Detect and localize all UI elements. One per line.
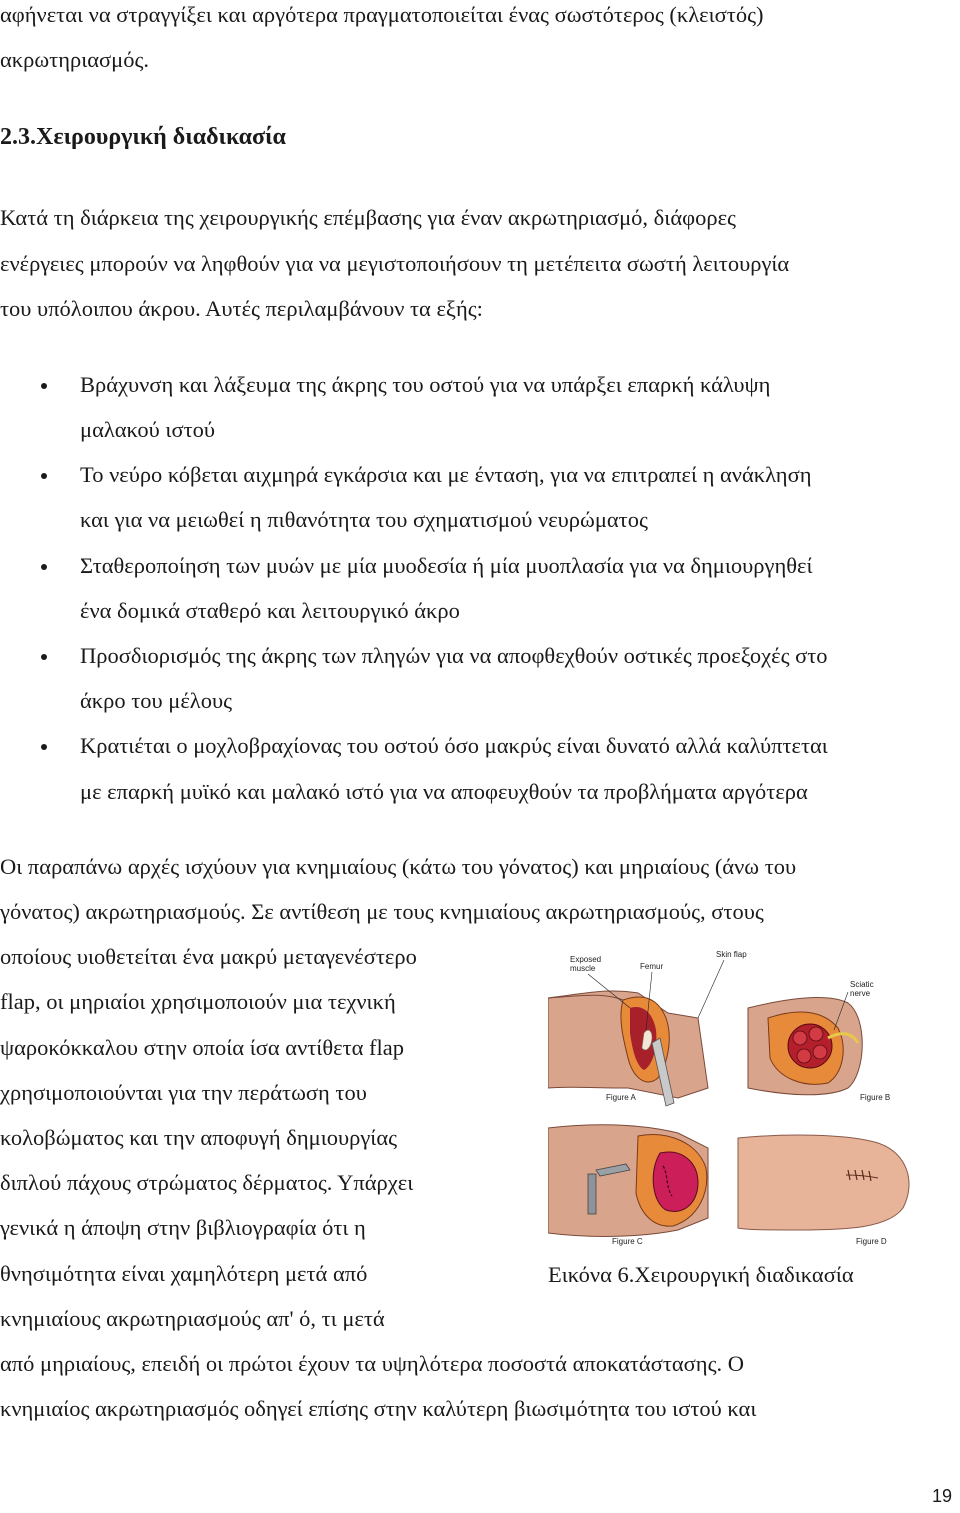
para1-line-3: του υπόλοιπου άκρου. Αυτές περιλαμβάνουν τα εξής: (0, 296, 483, 321)
label-exposed-muscle-2: muscle (570, 964, 596, 973)
intro-line-1: αφήνεται να στραγγίξει και αργότερα πραγματοποιείται ένας σωστότερος (κλειστός) (0, 2, 764, 27)
bullet-4-line-1: Προσδιορισμός της άκρης των πληγών για να αποφθεχθούν οστικές προεξοχές στο (80, 643, 828, 668)
label-femur: Femur (640, 962, 664, 971)
intro-line-2: ακρωτηριασμός. (0, 47, 150, 72)
bullet-dot (41, 564, 47, 570)
figure-d-illustration (738, 1135, 909, 1230)
surgical-procedure-figure (548, 938, 926, 1250)
para2-wrap-4: χρησιμοποιούνται για την περάτωση του (0, 1080, 367, 1105)
bullet-3-line-2: ένα δομικά σταθερό και λειτουργικό άκρο (80, 598, 460, 623)
bullet-dot (41, 383, 47, 389)
para2-wrap-5: κολοβώματος και την αποφυγή δημιουργίας (0, 1125, 398, 1150)
section-heading: 2.3.Χειρουργική διαδικασία (0, 124, 286, 150)
bullet-5-line-1: Κρατιέται ο μοχλοβραχίονας του οστού όσο μακρύς είναι δυνατό αλλά καλύπτεται (80, 733, 828, 758)
bullet-5-line-2: με επαρκή μυϊκό και μαλακό ιστό για να αποφευχθούν τα προβλήματα αργότερα (80, 779, 808, 804)
bullet-1-line-2: μαλακού ιστού (80, 417, 216, 442)
bullet-dot (41, 744, 47, 750)
para2-wrap-8: θνησιμότητα είναι χαμηλότερη μετά από (0, 1261, 368, 1286)
bullet-3-line-1: Σταθεροποίηση των μυών με μία μυοδεσία ή μία μυοπλασία για να δημιουργηθεί (80, 553, 813, 578)
para2-line-1: Οι παραπάνω αρχές ισχύουν για κνημιαίους (κάτω του γόνατος) και μηριαίους (άνω του (0, 854, 797, 879)
label-skin-flap: Skin flap (716, 950, 747, 959)
para2-wrap-6: διπλού πάχους στρώματος δέρματος. Υπάρχει (0, 1170, 414, 1195)
label-figure-c: Figure C (612, 1237, 643, 1246)
bullet-2-line-1: Το νεύρο κόβεται αιχμηρά εγκάρσια και με ένταση, για να επιτραπεί η ανάκληση (80, 462, 812, 487)
para2-wrap-7: γενικά η άποψη στην βιβλιογραφία ότι η (0, 1215, 366, 1240)
bullet-4-line-2: άκρο του μέλους (80, 688, 233, 713)
para2-end-2: κνημιαίος ακρωτηριασμός οδηγεί επίσης στην καλύτερη βιωσιμότητα του ιστού και (0, 1396, 757, 1421)
bullet-2-line-2: και για να μειωθεί η πιθανότητα του σχηματισμού νευρώματος (80, 507, 648, 532)
para1-line-2: ενέργειες μπορούν να ληφθούν για να μεγιστοποιήσουν τη μετέπειτα σωστή λειτουργία (0, 251, 790, 276)
para2-wrap-3: ψαροκόκκαλου στην οποία ίσα αντίθετα flap (0, 1035, 405, 1060)
bullet-1-line-1: Βράχυνση και λάξευμα της άκρης του οστού για να υπάρξει επαρκή κάλυψη (80, 372, 771, 397)
para1-line-1: Κατά τη διάρκεια της χειρουργικής επέμβασης για έναν ακρωτηριασμό, διάφορες (0, 205, 736, 230)
page-number: 19 (931, 1486, 952, 1506)
para2-wrap-2: flap, οι μηριαίοι χρησιμοποιούν μια τεχνική (0, 989, 396, 1014)
para2-end-1: από μηριαίους, επειδή οι πρώτοι έχουν τα υψηλότερα ποσοστά αποκατάστασης. Ο (0, 1351, 744, 1376)
figure-c-illustration (548, 1125, 708, 1237)
para2-line-2: γόνατος) ακρωτηριασμούς. Σε αντίθεση με τους κνημιαίους ακρωτηριασμούς, στους (0, 899, 764, 924)
label-exposed-muscle-1: Exposed (570, 955, 602, 964)
bullet-dot (41, 473, 47, 479)
label-sciatic-2: nerve (850, 989, 871, 998)
label-figure-a: Figure A (606, 1093, 636, 1102)
bullet-dot (41, 654, 47, 660)
surgical-illustration (548, 938, 926, 1250)
para2-wrap-9: κνημιαίους ακρωτηριασμούς απ' ό, τι μετά (0, 1306, 385, 1331)
figure-b-illustration (748, 998, 862, 1095)
label-figure-b: Figure B (860, 1093, 891, 1102)
label-figure-d: Figure D (856, 1237, 887, 1246)
figure-a-illustration (548, 991, 708, 1106)
label-sciatic-1: Sciatic (850, 980, 874, 989)
figure-caption: Εικόνα 6.Χειρουργική διαδικασία (548, 1262, 854, 1287)
para2-wrap-1: οποίους υιοθετείται ένα μακρύ μεταγενέστερο (0, 944, 417, 969)
